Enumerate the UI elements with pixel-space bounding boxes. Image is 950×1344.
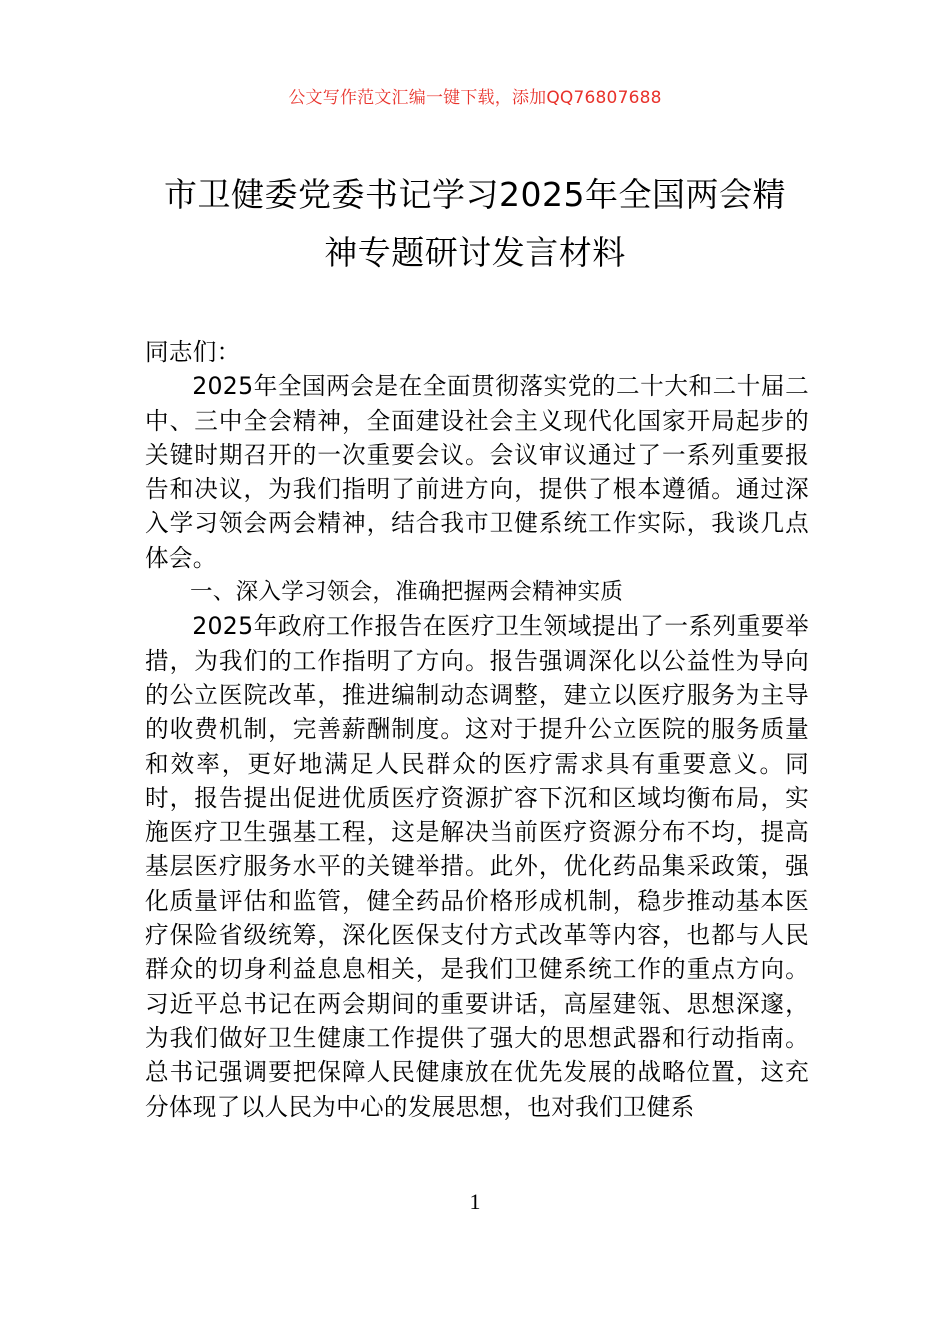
section-heading-1: 一、深入学习领会，准确把握两会精神实质: [190, 579, 624, 606]
paragraph-2: 2025年政府工作报告在医疗卫生领域提出了一系列重要举措，为我们的工作指明了方向。报告强调深化以公益性为导向的公立医院改革，推进编制动态调整，建立以医疗服务为主导的收费机制，完善薪酬制度。这对于提升公立医院的服务质量和效率，更好地满足人民群众的医疗需求具有重要意义。同时，报告提出促进优质医疗资源扩容下沉和区域均衡布局，实施医疗卫生强基工程，这是解决当前医疗资源分布不均，提高基层医疗服务水平的关键举措。此外，优化药品集采政策，强化质量评估和监管，健全药品价格形成机制，稳步推动基本医疗保险省级统筹，深化医保支付方式改革等内容，也都与人民群众的切身利益息息相关，是我们卫健系统工作的重点方向。习近平总书记在两会期间的重要讲话，高屋建瓴、思想深邃，为我们做好卫生健康工作提供了强大的思想武器和行动指南。总书记强调要把保障人民健康放在优先发展的战略位置，这充分体现了以人民为中心的发展思想，也对我们卫健系: [145, 612, 809, 1121]
title-line-2: 神专题研讨发言材料: [324, 233, 626, 272]
document-body: [145, 335, 809, 1124]
title-line-1: 市卫健委党委书记学习2025年全国两会精: [164, 175, 786, 214]
page-number: 1: [469, 1189, 481, 1214]
salutation: 同志们：: [145, 338, 241, 366]
promo-banner: 公文写作范文汇编一键下载，添加QQ76807688: [288, 88, 662, 108]
paragraph-1: 2025年全国两会是在全面贯彻落实党的二十大和二十届二中、三中全会精神，全面建设社会主义现代化国家开局起步的关键时期召开的一次重要会议。会议审议通过了一系列重要报告和决议，为我们指明了前进方向，提供了根本遵循。通过深入学习领会两会精神，结合我市卫健系统工作实际，我谈几点体会。: [145, 372, 809, 572]
document-title: [120, 166, 830, 282]
